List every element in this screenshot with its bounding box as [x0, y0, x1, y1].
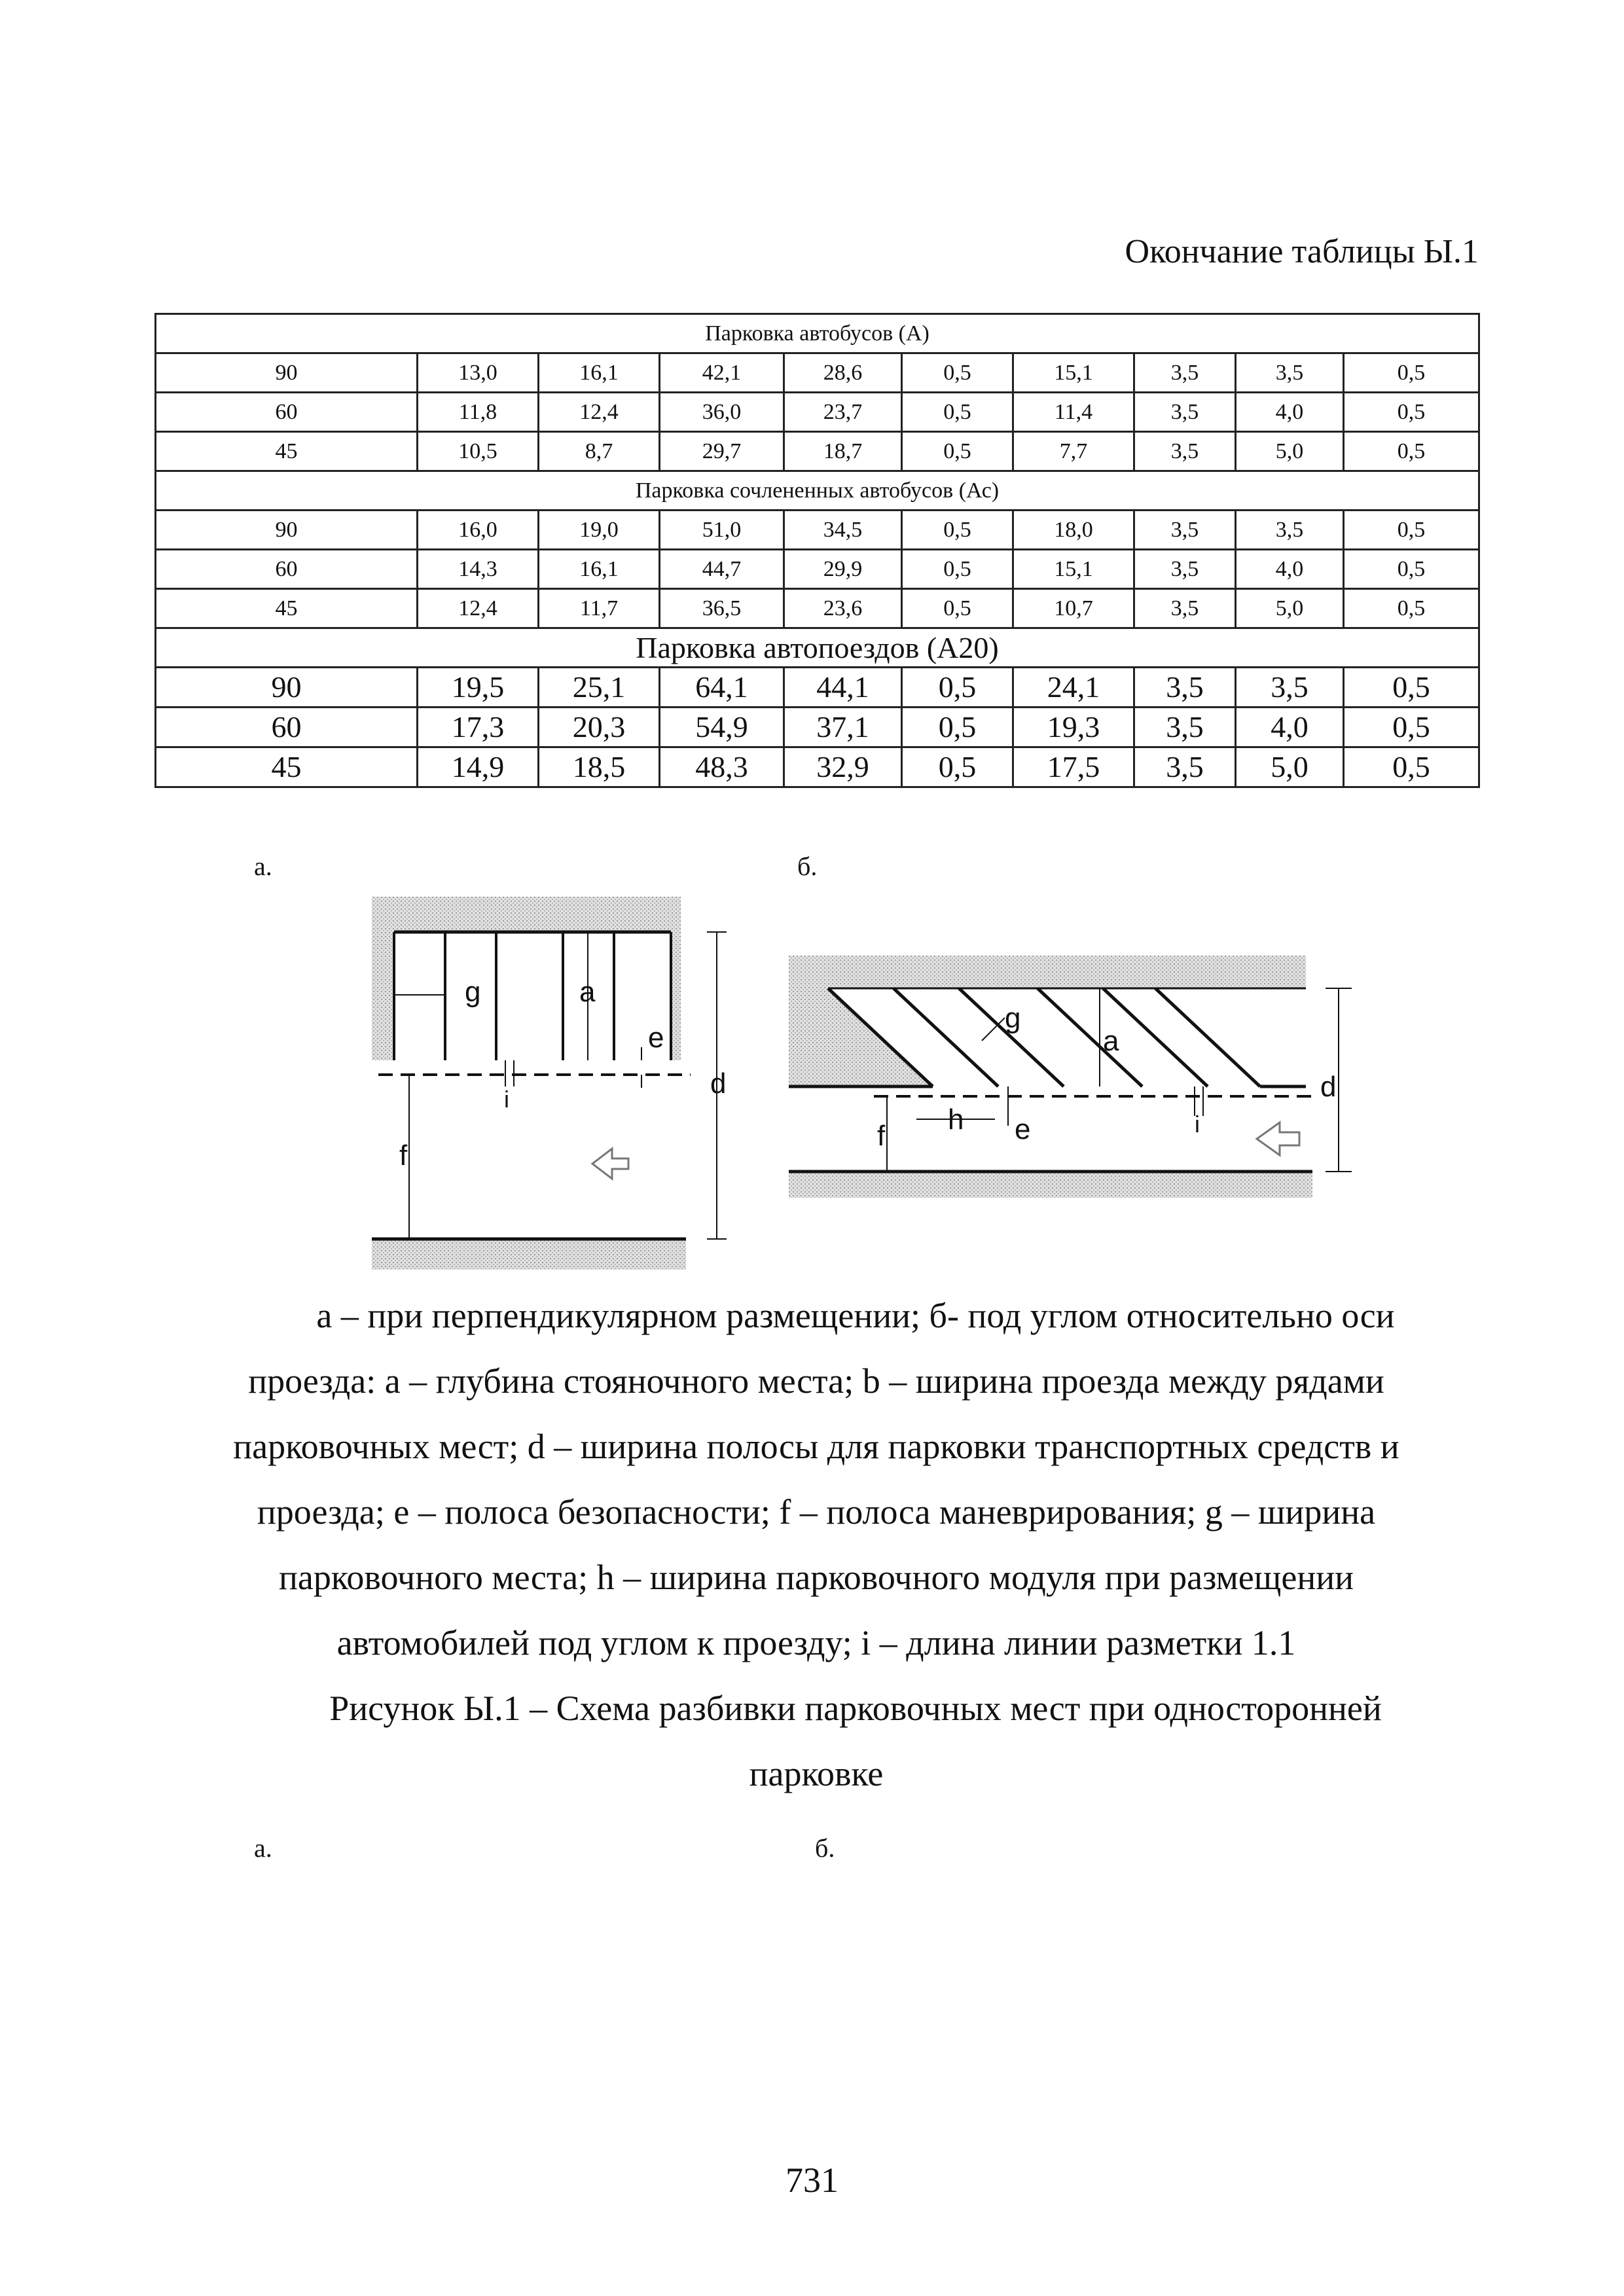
table-row	[156, 708, 1479, 747]
label-i: i	[504, 1086, 509, 1113]
table-cell: 20,3	[539, 708, 660, 747]
table-row	[156, 550, 1479, 589]
hatched-area-top	[372, 897, 681, 1060]
table-cell: 12,4	[418, 589, 539, 628]
caption-line: проезда; е – полоса безопасности; f – полоса маневрирования; g – ширина	[257, 1492, 1376, 1532]
table-cell: 19,3	[1013, 708, 1134, 747]
table-cell: 45	[156, 589, 418, 628]
table-cell: 28,6	[784, 353, 902, 393]
table-cell: 16,1	[539, 550, 660, 589]
table-cell: 13,0	[418, 353, 539, 393]
table-cell: 60	[156, 550, 418, 589]
table-cell: 11,4	[1013, 393, 1134, 432]
table-cell: 0,5	[902, 747, 1013, 787]
diagram-angled	[789, 956, 1371, 1198]
table-cell: 42,1	[660, 353, 784, 393]
table-cell: 0,5	[1344, 511, 1479, 550]
label-e: e	[1015, 1113, 1031, 1145]
table-cell: 25,1	[539, 668, 660, 708]
direction-arrow	[592, 1149, 628, 1179]
table-cell: 10,7	[1013, 589, 1134, 628]
table-cell: 0,5	[902, 353, 1013, 393]
table-cell: 3,5	[1236, 353, 1344, 393]
table-cell: 54,9	[660, 708, 784, 747]
table-cell: 5,0	[1236, 747, 1344, 787]
table-cell: 0,5	[1344, 589, 1479, 628]
table-cell: 11,7	[539, 589, 660, 628]
label-f: f	[877, 1120, 886, 1152]
table-cell: 16,0	[418, 511, 539, 550]
table-cell: 19,5	[418, 668, 539, 708]
table-cell: 3,5	[1134, 432, 1236, 471]
table-cell: 0,5	[902, 550, 1013, 589]
figure-title-line: парковке	[749, 1754, 884, 1793]
table-cell: 90	[156, 353, 418, 393]
table-row	[156, 589, 1479, 628]
label-a: a	[579, 976, 596, 1008]
table-group-heading-row	[156, 471, 1479, 511]
table-cell: 0,5	[902, 393, 1013, 432]
table-group-heading: Парковка автобусов (А)	[156, 314, 1479, 353]
table-cell: 36,0	[660, 393, 784, 432]
table-cell: 5,0	[1236, 589, 1344, 628]
label-e: e	[648, 1022, 664, 1054]
table-row	[156, 511, 1479, 550]
table-cell: 0,5	[902, 668, 1013, 708]
table-cell: 23,6	[784, 589, 902, 628]
stall-lines	[394, 932, 671, 1060]
table-cell: 8,7	[539, 432, 660, 471]
table-cell: 3,5	[1134, 353, 1236, 393]
table-cell: 51,0	[660, 511, 784, 550]
table-cell: 0,5	[1344, 550, 1479, 589]
next-figure-label-a: а.	[254, 1833, 272, 1863]
table-cell: 3,5	[1134, 550, 1236, 589]
table-cell: 3,5	[1134, 668, 1236, 708]
table-cell: 37,1	[784, 708, 902, 747]
table-cell: 44,1	[784, 668, 902, 708]
table-body	[156, 314, 1479, 787]
figure-title	[154, 1676, 1478, 1806]
table-cell: 45	[156, 747, 418, 787]
table-cell: 0,5	[1344, 708, 1479, 747]
caption-line: парковочного места; h – ширина парковочного модуля при размещении	[278, 1558, 1354, 1597]
figure-caption	[154, 1283, 1478, 1676]
page-number: 731	[785, 2161, 839, 2200]
next-figure-label-b: б.	[815, 1833, 835, 1863]
table-cell: 23,7	[784, 393, 902, 432]
table-cell: 17,3	[418, 708, 539, 747]
caption-line: а – при перпендикулярном размещении; б- под углом относительно оси	[316, 1296, 1395, 1335]
label-g: g	[465, 976, 481, 1008]
table-cell: 4,0	[1236, 708, 1344, 747]
table-cell: 44,7	[660, 550, 784, 589]
table-cell: 3,5	[1134, 393, 1236, 432]
parking-table	[154, 313, 1480, 788]
table-continuation-title: Окончание таблицы Ы.1	[1125, 233, 1479, 270]
table-cell: 90	[156, 511, 418, 550]
label-i: i	[1195, 1111, 1200, 1138]
table-cell: 24,1	[1013, 668, 1134, 708]
table-group-heading: Парковка сочлененных автобусов (Ас)	[156, 471, 1479, 511]
label-h: h	[948, 1103, 964, 1136]
table-cell: 32,9	[784, 747, 902, 787]
table-cell: 60	[156, 393, 418, 432]
figure-title-line: Рисунок Ы.1 – Схема разбивки парковочных мест при односторонней	[329, 1689, 1382, 1728]
table-cell: 29,7	[660, 432, 784, 471]
table-cell: 0,5	[1344, 393, 1479, 432]
table-cell: 18,0	[1013, 511, 1134, 550]
hatched-area-bottom	[372, 1240, 686, 1270]
table-cell: 5,0	[1236, 432, 1344, 471]
table-cell: 0,5	[1344, 432, 1479, 471]
diagram-perpendicular	[353, 897, 740, 1276]
table-cell: 29,9	[784, 550, 902, 589]
table-cell: 0,5	[1344, 668, 1479, 708]
table-cell: 0,5	[1344, 747, 1479, 787]
table-cell: 0,5	[902, 708, 1013, 747]
table-cell: 45	[156, 432, 418, 471]
figure-label-a: а.	[254, 852, 272, 881]
caption-line: парковочных мест; d – ширина полосы для парковки транспортных средств и	[233, 1427, 1399, 1466]
caption-line: проезда: а – глубина стояночного места; b – ширина проезда между рядами	[248, 1361, 1384, 1401]
table-row	[156, 668, 1479, 708]
figure-label-b: б.	[797, 852, 818, 881]
label-d: d	[1320, 1071, 1337, 1103]
table-cell: 14,9	[418, 747, 539, 787]
table-cell: 7,7	[1013, 432, 1134, 471]
table-cell: 16,1	[539, 353, 660, 393]
table-row	[156, 432, 1479, 471]
table-group-heading-row	[156, 314, 1479, 353]
label-g: g	[1005, 1002, 1021, 1034]
table-cell: 90	[156, 668, 418, 708]
table-cell: 3,5	[1134, 511, 1236, 550]
table-cell: 18,5	[539, 747, 660, 787]
direction-arrow	[1257, 1122, 1299, 1155]
table-cell: 3,5	[1236, 511, 1344, 550]
table-row	[156, 747, 1479, 787]
table-cell: 0,5	[902, 432, 1013, 471]
table-cell: 0,5	[1344, 353, 1479, 393]
table-row	[156, 353, 1479, 393]
table-row	[156, 393, 1479, 432]
table-cell: 36,5	[660, 589, 784, 628]
table-cell: 0,5	[902, 511, 1013, 550]
table-cell: 15,1	[1013, 550, 1134, 589]
table-cell: 15,1	[1013, 353, 1134, 393]
table-cell: 60	[156, 708, 418, 747]
table-cell: 19,0	[539, 511, 660, 550]
table-cell: 48,3	[660, 747, 784, 787]
label-f: f	[399, 1139, 408, 1172]
table-cell: 64,1	[660, 668, 784, 708]
table-cell: 4,0	[1236, 393, 1344, 432]
caption-line: автомобилей под углом к проезду; i – длина линии разметки 1.1	[336, 1623, 1296, 1662]
label-d: d	[710, 1067, 727, 1100]
table-group-heading: Парковка автопоездов (А20)	[156, 628, 1479, 668]
table-cell: 3,5	[1134, 708, 1236, 747]
table-cell: 11,8	[418, 393, 539, 432]
table-cell: 0,5	[902, 589, 1013, 628]
table-cell: 12,4	[539, 393, 660, 432]
table-cell: 10,5	[418, 432, 539, 471]
label-a: a	[1103, 1025, 1119, 1057]
table-cell: 18,7	[784, 432, 902, 471]
table-cell: 14,3	[418, 550, 539, 589]
table-cell: 3,5	[1134, 747, 1236, 787]
table-cell: 17,5	[1013, 747, 1134, 787]
table-cell: 3,5	[1134, 589, 1236, 628]
table-cell: 3,5	[1236, 668, 1344, 708]
table-cell: 4,0	[1236, 550, 1344, 589]
hatched-area-bottom	[789, 1172, 1312, 1198]
table-group-heading-row	[156, 628, 1479, 668]
table-cell: 34,5	[784, 511, 902, 550]
